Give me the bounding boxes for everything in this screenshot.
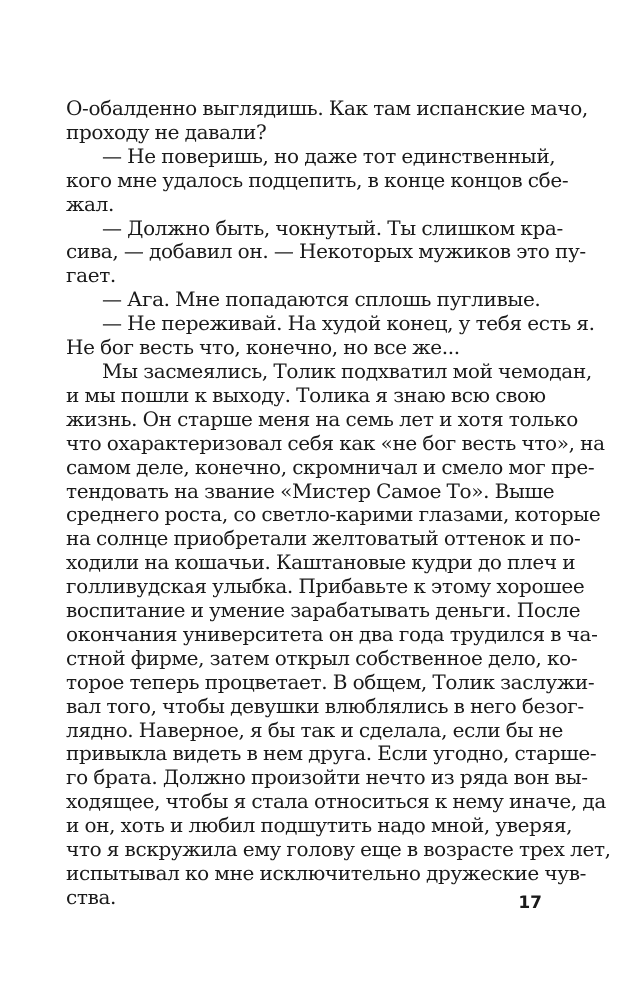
text-line: лядно. Наверное, я бы так и сделала, если бы не	[66, 717, 564, 742]
text-line: испытывал ко мне исключительно дружеские чув-	[66, 861, 587, 885]
text-line: жал.	[66, 191, 114, 216]
text-line: стной фирме, затем открыл собственное дело, ко-	[66, 645, 578, 670]
text-line: и он, хоть и любил подшутить надо мной, уверяя,	[66, 813, 573, 838]
text-line: Мы засмеялись, Толик подхватил мой чемодан,	[102, 358, 592, 383]
text-line: ства.	[66, 884, 117, 909]
text-line: тендовать на звание «Мистер Самое То». Выше	[66, 478, 555, 503]
text-line: что я вскружила ему голову еще в возрасте трех лет,	[66, 837, 611, 862]
text-line: го брата. Должно произойти нечто из ряда вон вы-	[66, 765, 588, 790]
text-line: воспитание и умение зарабатывать деньги. После	[66, 598, 581, 623]
text-line: — Должно быть, чокнутый. Ты слишком кра-	[102, 215, 563, 240]
text-line: среднего роста, со светло-карими глазами, которые	[66, 502, 601, 527]
text-line: Не бог весть что, конечно, но все же...	[66, 335, 460, 360]
text-line: проходу не давали?	[66, 119, 267, 144]
text-line: кого мне удалось подцепить, в конце концов сбе-	[66, 167, 569, 192]
page-number: 17	[518, 893, 542, 913]
text-line: жизнь. Он старше меня на семь лет и хотя только	[66, 406, 578, 431]
text-line: и мы пошли к выходу. Толика я знаю всю свою	[66, 382, 546, 407]
body-text	[66, 96, 611, 910]
text-line: гает.	[66, 263, 116, 288]
text-line: на солнце приобретали желтоватый оттенок и по-	[66, 526, 581, 551]
text-line: — Не поверишь, но даже тот единственный,	[102, 143, 556, 168]
text-line: ходили на кошачьи. Каштановые кудри до плеч и	[66, 550, 576, 575]
text-line: вал того, чтобы девушки влюблялись в него безог-	[66, 693, 584, 718]
text-line: ходящее, чтобы я стала относиться к нему иначе, да	[66, 789, 606, 814]
text-line: торое теперь процветает. В общем, Толик заслужи-	[66, 669, 595, 694]
text-line: О-обалденно выглядишь. Как там испанские мачо,	[66, 96, 588, 120]
text-line: — Не переживай. На худой конец, у тебя есть я.	[102, 311, 595, 336]
text-line: привыкла видеть в нем друга. Если угодно, старше-	[66, 741, 597, 766]
text-line: что охарактеризовал себя как «не бог весть что», на	[66, 430, 605, 455]
text-line: — Ага. Мне попадаются сплошь пугливые.	[102, 287, 541, 312]
text-line: голливудская улыбка. Прибавьте к этому хорошее	[66, 574, 585, 599]
text-line: окончания университета он два года трудился в ча-	[66, 621, 598, 646]
text-line: сива, — добавил он. — Некоторых мужиков это пу-	[66, 239, 586, 264]
text-line: самом деле, конечно, скромничал и смело мог пре-	[66, 454, 595, 479]
